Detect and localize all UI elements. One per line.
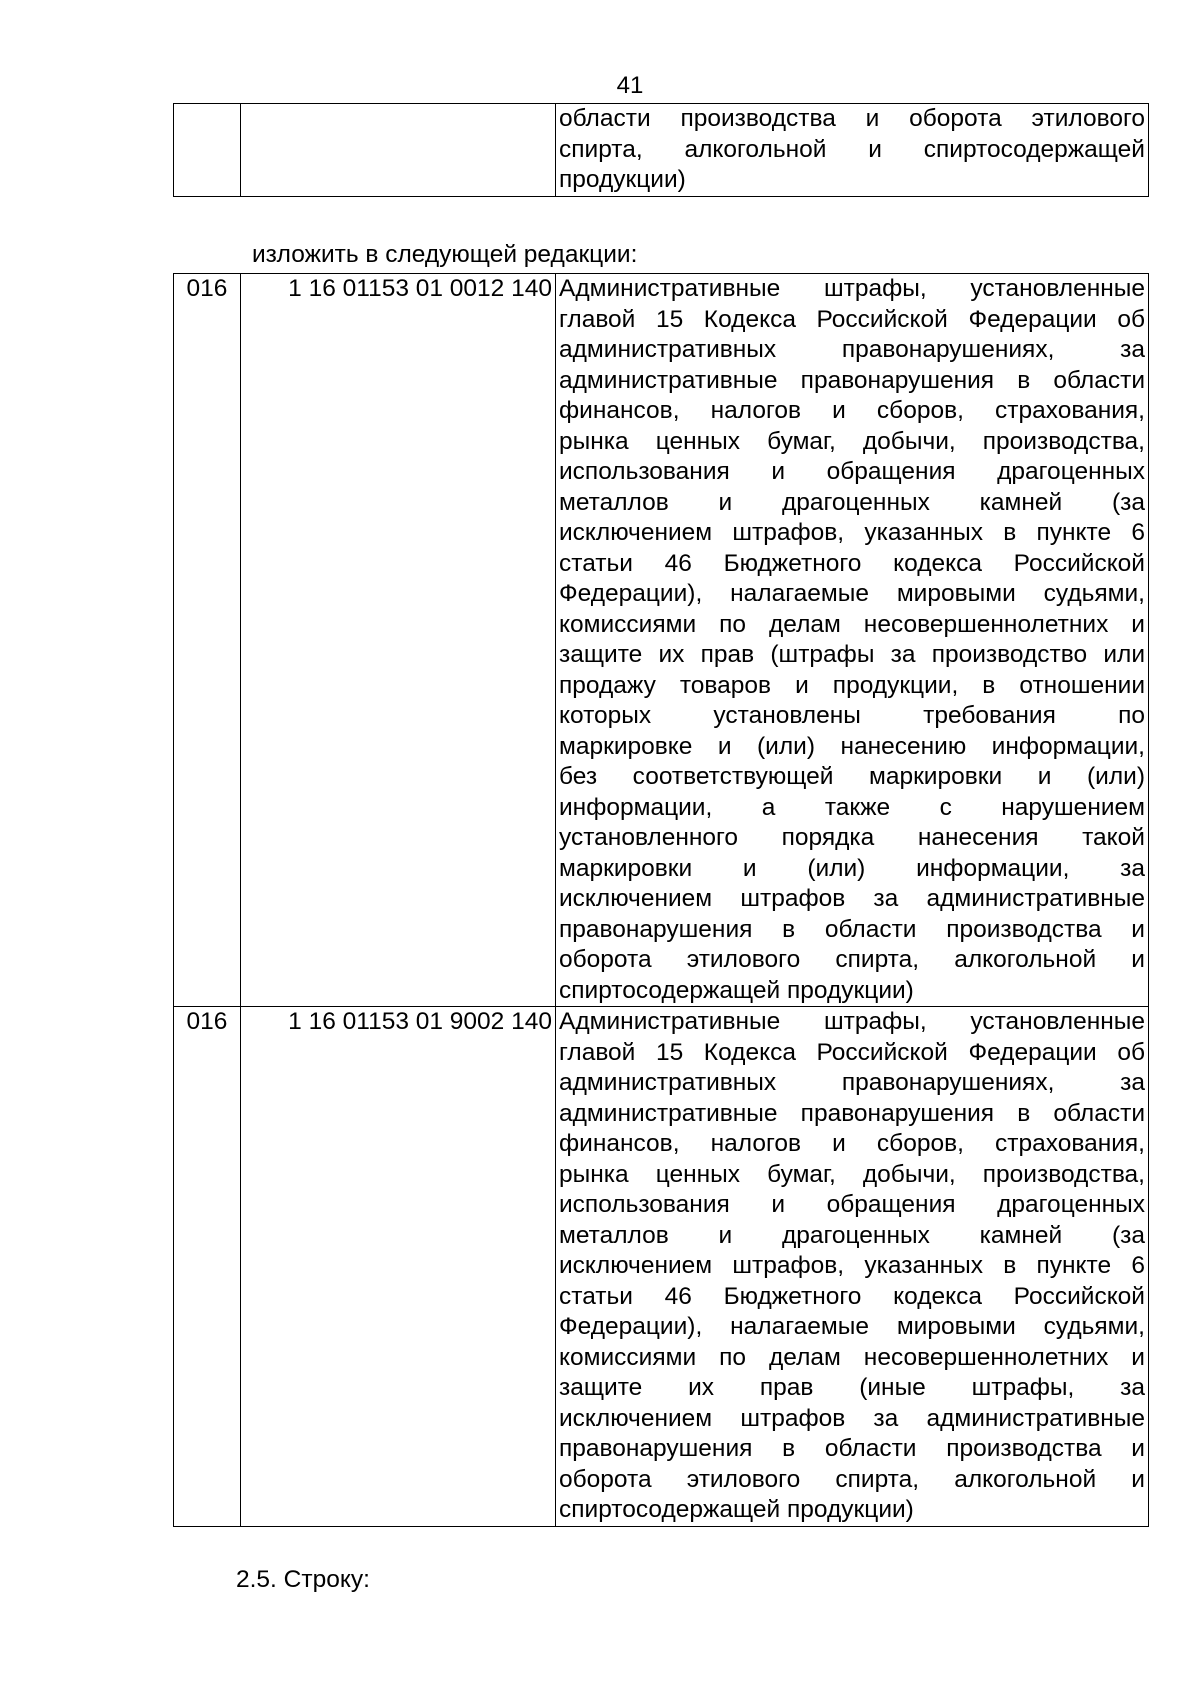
description-line: статьи 46 Бюджетного кодекса Российской (559, 549, 1145, 577)
top-table-body (174, 104, 1149, 197)
description-line: финансов, налогов и сборов, страхования, (559, 397, 1145, 424)
description-line: продажу товаров и продукции, в отношении (559, 671, 1145, 699)
description-line: области производства и оборота этилового (559, 105, 1145, 132)
description-line: которых установлены требования по (559, 702, 1145, 729)
description-line: использования и обращения драгоценных (559, 458, 1145, 485)
revenue-description-cell (556, 1007, 1149, 1527)
table-row (174, 1007, 1149, 1527)
budget-classification-code-cell: 1 16 01153 01 9002 140 (241, 1007, 556, 1527)
main-table (173, 273, 1149, 1527)
description-line: использования и обращения драгоценных (559, 1191, 1145, 1218)
description-line: металлов и драгоценных камней (за (559, 488, 1145, 516)
description-line: Административные штрафы, установленные (559, 1008, 1145, 1035)
description-line: главой 15 Кодекса Российской Федерации об (559, 305, 1145, 333)
page-number: 41 (616, 72, 644, 99)
top-table (173, 103, 1149, 197)
description-line: оборота этилового спирта, алкогольной и (559, 1465, 1145, 1493)
budget-admin-code-cell: 016 (174, 274, 241, 1007)
description-line: оборота этилового спирта, алкогольной и (559, 946, 1145, 973)
budget-admin-code-cell: 016 (174, 1007, 241, 1527)
description-line: правонарушения в области производства и (559, 915, 1145, 943)
revenue-description-cell (556, 104, 1149, 197)
description-line: установленного порядка нанесения такой (559, 824, 1145, 851)
description-line: финансов, налогов и сборов, страхования, (559, 1130, 1145, 1157)
description-line: информации, а также с нарушением (559, 793, 1145, 821)
main-table-body (174, 274, 1149, 1527)
description-line: главой 15 Кодекса Российской Федерации об (559, 1038, 1145, 1066)
description-last-line: спиртосодержащей продукции) (559, 1496, 914, 1523)
table-row (174, 274, 1149, 1007)
description-line: правонарушения в области производства и (559, 1435, 1145, 1462)
description-line: металлов и драгоценных камней (за (559, 1221, 1145, 1249)
description-line: маркировки и (или) информации, за (559, 854, 1145, 882)
description-line: Федерации), налагаемые мировыми судьями, (559, 1313, 1145, 1340)
description-line: административных правонарушениях, за (559, 1069, 1145, 1096)
description-last-line: продукции) (559, 166, 686, 193)
description-line: защите их прав (иные штрафы, за (559, 1374, 1145, 1401)
description-line: Федерации), налагаемые мировыми судьями, (559, 580, 1145, 607)
description-line: комиссиями по делам несовершеннолетних и (559, 1343, 1145, 1371)
description-line: административные правонарушения в области (559, 366, 1145, 394)
description-line: комиссиями по делам несовершеннолетних и (559, 610, 1145, 638)
description-line: маркировке и (или) нанесению информации, (559, 732, 1145, 760)
description-line: Административные штрафы, установленные (559, 275, 1145, 302)
description-line: рынка ценных бумаг, добычи, производства, (559, 1160, 1145, 1188)
description-line: без соответствующей маркировки и (или) (559, 763, 1145, 790)
intro-text: изложить в следующей редакции: (252, 241, 638, 268)
description-last-line: спиртосодержащей продукции) (559, 976, 914, 1004)
description-line: защите их прав (штрафы за производство или (559, 641, 1145, 668)
description-line: административных правонарушениях, за (559, 336, 1145, 363)
description-line: исключением штрафов, указанных в пункте 6 (559, 519, 1145, 546)
budget-classification-code-cell: 1 16 01153 01 0012 140 (241, 274, 556, 1007)
revenue-description-cell (556, 274, 1149, 1007)
description-line: административные правонарушения в области (559, 1099, 1145, 1127)
description-line: рынка ценных бумаг, добычи, производства, (559, 427, 1145, 455)
description-line: исключением штрафов за административные (559, 1404, 1145, 1432)
closing-text: 2.5. Строку: (236, 1566, 370, 1593)
budget-admin-code-cell (174, 104, 241, 197)
budget-classification-code-cell (241, 104, 556, 197)
description-line: исключением штрафов, указанных в пункте 6 (559, 1252, 1145, 1279)
description-line: статьи 46 Бюджетного кодекса Российской (559, 1282, 1145, 1310)
description-line: спирта, алкогольной и спиртосодержащей (559, 135, 1145, 163)
description-line: исключением штрафов за административные (559, 885, 1145, 912)
table-row (174, 104, 1149, 197)
